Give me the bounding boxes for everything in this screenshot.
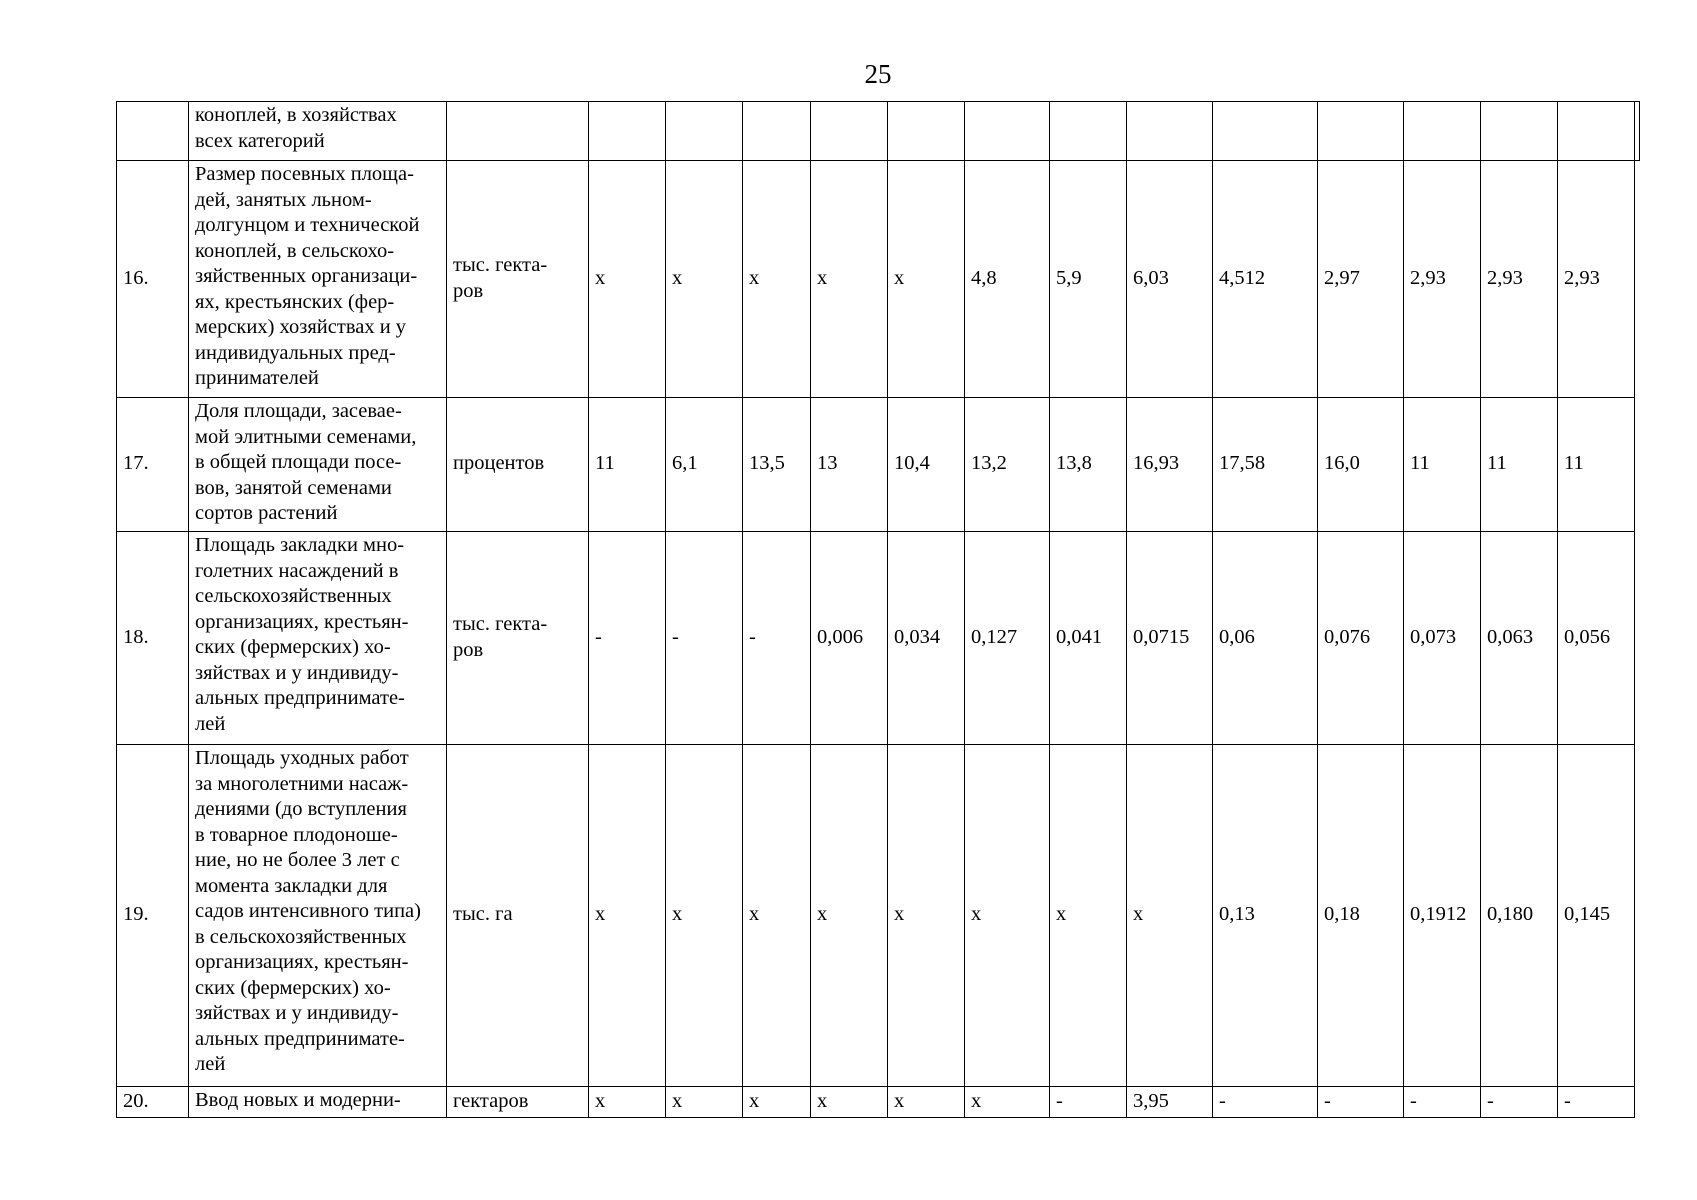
value-cell: 0,1912 — [1404, 745, 1481, 1087]
value-cell — [1558, 102, 1635, 161]
value-cell: 0,06 — [1213, 532, 1318, 745]
value-cell: 6,1 — [666, 398, 743, 532]
value-cell: 3,95 — [1127, 1087, 1213, 1118]
value-cell: 0,0715 — [1127, 532, 1213, 745]
value-cell — [1213, 102, 1318, 161]
value-cell: 2,93 — [1558, 161, 1635, 398]
table-row — [117, 532, 1640, 745]
value-cell: 11 — [589, 398, 666, 532]
indicator-name-cell: Ввод новых и модерни- — [189, 1087, 447, 1118]
indicators-table — [116, 101, 1640, 1118]
value-cell — [1635, 102, 1640, 161]
value-cell: 0,041 — [1050, 532, 1127, 745]
indicator-name-cell: Размер посевных площа- дей, занятых льном- долгунцом и технической коноплей, в сельскохо- зяйственных организаци- ях, крестьянских (фер- мерских) хозяйствах и у индивидуальных пред- принимателей — [189, 161, 447, 398]
value-cell: 4,512 — [1213, 161, 1318, 398]
unit-cell: тыс. гекта- ров — [447, 161, 589, 398]
unit-cell: тыс. га — [447, 745, 589, 1087]
value-cell — [1318, 102, 1404, 161]
value-cell: 0,127 — [965, 532, 1050, 745]
value-cell: 11 — [1481, 398, 1558, 532]
value-cell: х — [811, 161, 888, 398]
value-cell: 13,5 — [743, 398, 811, 532]
unit-cell: процентов — [447, 398, 589, 532]
value-cell: - — [1050, 1087, 1127, 1118]
value-cell: х — [1050, 745, 1127, 1087]
value-cell: 13,8 — [1050, 398, 1127, 532]
value-cell: х — [888, 1087, 965, 1118]
value-cell: 17,58 — [1213, 398, 1318, 532]
value-cell — [1050, 102, 1127, 161]
value-cell: 16,0 — [1318, 398, 1404, 532]
value-cell: 0,180 — [1481, 745, 1558, 1087]
table-row — [117, 1087, 1640, 1118]
row-number-cell: 19. — [117, 745, 189, 1087]
value-cell: 13,2 — [965, 398, 1050, 532]
unit-cell: гектаров — [447, 1087, 589, 1118]
value-cell — [811, 102, 888, 161]
row-number-cell — [117, 102, 189, 161]
value-cell: 0,063 — [1481, 532, 1558, 745]
table-row — [117, 745, 1640, 1087]
value-cell: - — [1404, 1087, 1481, 1118]
row-number-cell: 16. — [117, 161, 189, 398]
value-cell: 0,056 — [1558, 532, 1635, 745]
value-cell: 2,97 — [1318, 161, 1404, 398]
value-cell: - — [1213, 1087, 1318, 1118]
value-cell: - — [743, 532, 811, 745]
value-cell: 0,13 — [1213, 745, 1318, 1087]
value-cell: х — [666, 745, 743, 1087]
indicator-name-cell: коноплей, в хозяйствах всех категорий — [189, 102, 447, 161]
value-cell: х — [743, 1087, 811, 1118]
value-cell: х — [589, 1087, 666, 1118]
value-cell: х — [743, 161, 811, 398]
value-cell: - — [1318, 1087, 1404, 1118]
value-cell: 0,073 — [1404, 532, 1481, 745]
value-cell: 0,076 — [1318, 532, 1404, 745]
value-cell: 0,18 — [1318, 745, 1404, 1087]
value-cell: 13 — [811, 398, 888, 532]
value-cell: 2,93 — [1481, 161, 1558, 398]
indicator-name-cell: Площадь уходных работ за многолетними насаж- дениями (до вступления в товарное плодоноше- ние, но не более 3 лет с момента закладки для садов интенсивного типа) в сельскохозяйственных организациях, крестьян- ских (фермерских) хо- зяйствах и у индивиду- альных предпринимате- лей — [189, 745, 447, 1087]
value-cell: 5,9 — [1050, 161, 1127, 398]
value-cell: 11 — [1558, 398, 1635, 532]
value-cell: х — [811, 1087, 888, 1118]
value-cell: х — [1127, 745, 1213, 1087]
value-cell: - — [1558, 1087, 1635, 1118]
row-number-cell: 20. — [117, 1087, 189, 1118]
value-cell: х — [888, 745, 965, 1087]
value-cell: х — [589, 745, 666, 1087]
value-cell: х — [666, 1087, 743, 1118]
value-cell — [1404, 102, 1481, 161]
value-cell — [589, 102, 666, 161]
value-cell: х — [743, 745, 811, 1087]
value-cell: х — [965, 745, 1050, 1087]
value-cell: 11 — [1404, 398, 1481, 532]
page-number: 25 — [864, 59, 892, 89]
value-cell: 4,8 — [965, 161, 1050, 398]
value-cell: х — [589, 161, 666, 398]
row-number-cell: 17. — [117, 398, 189, 532]
table-row — [117, 102, 1640, 161]
value-cell: - — [666, 532, 743, 745]
value-cell — [1127, 102, 1213, 161]
value-cell: х — [965, 1087, 1050, 1118]
value-cell: 0,006 — [811, 532, 888, 745]
value-cell: х — [888, 161, 965, 398]
value-cell: 6,03 — [1127, 161, 1213, 398]
value-cell: х — [811, 745, 888, 1087]
indicator-name-cell: Доля площади, засевае- мой элитными семенами, в общей площади посе- вов, занятой семенами сортов растений — [189, 398, 447, 532]
unit-cell: тыс. гекта- ров — [447, 532, 589, 745]
value-cell: 10,4 — [888, 398, 965, 532]
value-cell — [743, 102, 811, 161]
unit-cell — [447, 102, 589, 161]
value-cell: 0,034 — [888, 532, 965, 745]
table-row — [117, 161, 1640, 398]
value-cell: - — [589, 532, 666, 745]
value-cell: 2,93 — [1404, 161, 1481, 398]
value-cell — [965, 102, 1050, 161]
value-cell: - — [1481, 1087, 1558, 1118]
value-cell — [666, 102, 743, 161]
row-number-cell: 18. — [117, 532, 189, 745]
indicator-name-cell: Площадь закладки мно- голетних насаждений в сельскохозяйственных организациях, крестьян- ских (фермерских) хо- зяйствах и у индивиду- альных предпринимате- лей — [189, 532, 447, 745]
value-cell: 0,145 — [1558, 745, 1635, 1087]
value-cell: 16,93 — [1127, 398, 1213, 532]
value-cell: х — [666, 161, 743, 398]
value-cell — [888, 102, 965, 161]
table-row — [117, 398, 1640, 532]
value-cell — [1481, 102, 1558, 161]
